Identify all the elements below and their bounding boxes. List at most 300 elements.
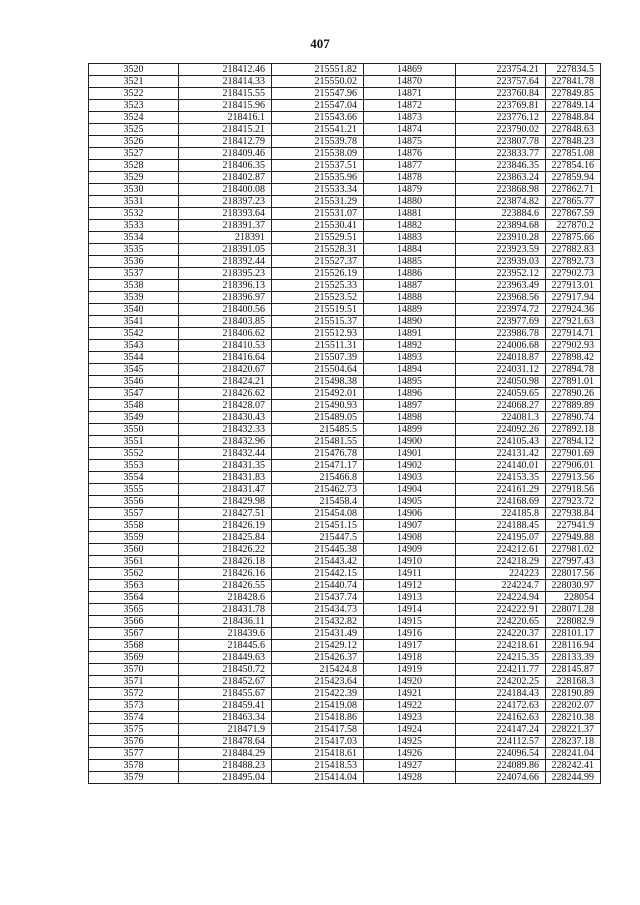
y-coordinate-right: 228101.17 <box>546 628 601 640</box>
point-number-right: 14903 <box>364 472 456 484</box>
point-number-left: 3539 <box>89 292 179 304</box>
y-coordinate-right: 227870.2 <box>546 220 601 232</box>
x-coordinate-right: 224211.77 <box>456 664 546 676</box>
y-coordinate-left: 215437.74 <box>272 592 364 604</box>
x-coordinate-right: 224081.3 <box>456 412 546 424</box>
point-number-left: 3527 <box>89 148 179 160</box>
x-coordinate-left: 218432.33 <box>179 424 272 436</box>
y-coordinate-right: 228202.07 <box>546 700 601 712</box>
y-coordinate-left: 215423.64 <box>272 676 364 688</box>
y-coordinate-right: 228116.94 <box>546 640 601 652</box>
x-coordinate-left: 218431.47 <box>179 484 272 496</box>
y-coordinate-right: 227938.84 <box>546 508 601 520</box>
table-row <box>89 568 601 580</box>
y-coordinate-right: 227882.83 <box>546 244 601 256</box>
y-coordinate-right: 227901.69 <box>546 448 601 460</box>
point-number-right: 14920 <box>364 676 456 688</box>
point-number-left: 3572 <box>89 688 179 700</box>
point-number-right: 14869 <box>364 64 456 76</box>
y-coordinate-right: 227921.63 <box>546 316 601 328</box>
y-coordinate-left: 215523.52 <box>272 292 364 304</box>
x-coordinate-left: 218432.44 <box>179 448 272 460</box>
x-coordinate-left: 218396.13 <box>179 280 272 292</box>
point-number-left: 3568 <box>89 640 179 652</box>
x-coordinate-right: 223910.28 <box>456 232 546 244</box>
table-row <box>89 724 601 736</box>
point-number-left: 3533 <box>89 220 179 232</box>
table-row <box>89 340 601 352</box>
y-coordinate-right: 228017.56 <box>546 568 601 580</box>
y-coordinate-left: 215434.73 <box>272 604 364 616</box>
point-number-left: 3569 <box>89 652 179 664</box>
x-coordinate-right: 223974.72 <box>456 304 546 316</box>
y-coordinate-left: 215426.37 <box>272 652 364 664</box>
x-coordinate-left: 218426.19 <box>179 520 272 532</box>
y-coordinate-left: 215458.4 <box>272 496 364 508</box>
point-number-right: 14888 <box>364 292 456 304</box>
point-number-right: 14901 <box>364 448 456 460</box>
x-coordinate-left: 218391.05 <box>179 244 272 256</box>
y-coordinate-left: 215418.53 <box>272 760 364 772</box>
table-row <box>89 592 601 604</box>
x-coordinate-right: 223923.59 <box>456 244 546 256</box>
y-coordinate-left: 215504.64 <box>272 364 364 376</box>
y-coordinate-left: 215429.12 <box>272 640 364 652</box>
y-coordinate-right: 228071.28 <box>546 604 601 616</box>
point-number-left: 3555 <box>89 484 179 496</box>
y-coordinate-left: 215476.78 <box>272 448 364 460</box>
table-row <box>89 64 601 76</box>
point-number-right: 14923 <box>364 712 456 724</box>
x-coordinate-left: 218459.41 <box>179 700 272 712</box>
point-number-right: 14907 <box>364 520 456 532</box>
x-coordinate-right: 224092.26 <box>456 424 546 436</box>
x-coordinate-right: 223986.78 <box>456 328 546 340</box>
y-coordinate-left: 215447.5 <box>272 532 364 544</box>
y-coordinate-right: 227862.71 <box>546 184 601 196</box>
y-coordinate-right: 227923.72 <box>546 496 601 508</box>
table-row <box>89 268 601 280</box>
point-number-left: 3556 <box>89 496 179 508</box>
x-coordinate-left: 218415.55 <box>179 88 272 100</box>
y-coordinate-left: 215519.51 <box>272 304 364 316</box>
y-coordinate-right: 227834.5 <box>546 64 601 76</box>
x-coordinate-right: 224089.86 <box>456 760 546 772</box>
x-coordinate-right: 224195.07 <box>456 532 546 544</box>
point-number-right: 14918 <box>364 652 456 664</box>
x-coordinate-left: 218484.29 <box>179 748 272 760</box>
y-coordinate-right: 227913.56 <box>546 472 601 484</box>
y-coordinate-left: 215414.04 <box>272 772 364 784</box>
point-number-right: 14925 <box>364 736 456 748</box>
y-coordinate-right: 228054 <box>546 592 601 604</box>
point-number-left: 3526 <box>89 136 179 148</box>
point-number-right: 14893 <box>364 352 456 364</box>
x-coordinate-right: 223939.03 <box>456 256 546 268</box>
y-coordinate-left: 215471.17 <box>272 460 364 472</box>
y-coordinate-right: 227906.01 <box>546 460 601 472</box>
point-number-left: 3552 <box>89 448 179 460</box>
x-coordinate-right: 224112.57 <box>456 736 546 748</box>
y-coordinate-right: 228221.37 <box>546 724 601 736</box>
point-number-right: 14875 <box>364 136 456 148</box>
y-coordinate-left: 215417.58 <box>272 724 364 736</box>
table-row <box>89 292 601 304</box>
x-coordinate-left: 218409.46 <box>179 148 272 160</box>
table-row <box>89 280 601 292</box>
point-number-left: 3559 <box>89 532 179 544</box>
point-number-left: 3565 <box>89 604 179 616</box>
x-coordinate-left: 218400.56 <box>179 304 272 316</box>
table-row <box>89 100 601 112</box>
y-coordinate-left: 215551.82 <box>272 64 364 76</box>
point-number-left: 3520 <box>89 64 179 76</box>
point-number-left: 3547 <box>89 388 179 400</box>
x-coordinate-left: 218452.67 <box>179 676 272 688</box>
x-coordinate-right: 223807.78 <box>456 136 546 148</box>
point-number-right: 14927 <box>364 760 456 772</box>
point-number-left: 3537 <box>89 268 179 280</box>
y-coordinate-left: 215424.8 <box>272 664 364 676</box>
x-coordinate-right: 224220.37 <box>456 628 546 640</box>
x-coordinate-left: 218426.18 <box>179 556 272 568</box>
point-number-right: 14887 <box>364 280 456 292</box>
x-coordinate-right: 224050.98 <box>456 376 546 388</box>
y-coordinate-right: 227848.23 <box>546 136 601 148</box>
table-row <box>89 124 601 136</box>
point-number-right: 14871 <box>364 88 456 100</box>
y-coordinate-left: 215466.8 <box>272 472 364 484</box>
y-coordinate-left: 215537.51 <box>272 160 364 172</box>
table-row <box>89 772 601 784</box>
x-coordinate-right: 224220.65 <box>456 616 546 628</box>
table-row <box>89 112 601 124</box>
y-coordinate-right: 227981.02 <box>546 544 601 556</box>
y-coordinate-right: 228190.89 <box>546 688 601 700</box>
point-number-left: 3567 <box>89 628 179 640</box>
y-coordinate-right: 227914.71 <box>546 328 601 340</box>
point-number-right: 14874 <box>364 124 456 136</box>
x-coordinate-left: 218391 <box>179 232 272 244</box>
x-coordinate-right: 224140.01 <box>456 460 546 472</box>
y-coordinate-left: 215432.82 <box>272 616 364 628</box>
point-number-left: 3538 <box>89 280 179 292</box>
x-coordinate-right: 223754.21 <box>456 64 546 76</box>
coordinates-table <box>88 63 601 784</box>
point-number-left: 3576 <box>89 736 179 748</box>
point-number-right: 14905 <box>364 496 456 508</box>
x-coordinate-right: 223894.68 <box>456 220 546 232</box>
y-coordinate-left: 215507.39 <box>272 352 364 364</box>
x-coordinate-left: 218414.33 <box>179 76 272 88</box>
y-coordinate-left: 215526.19 <box>272 268 364 280</box>
x-coordinate-right: 224224.94 <box>456 592 546 604</box>
table-row <box>89 412 601 424</box>
point-number-right: 14906 <box>364 508 456 520</box>
x-coordinate-right: 224068.27 <box>456 400 546 412</box>
y-coordinate-left: 215527.37 <box>272 256 364 268</box>
y-coordinate-left: 215543.66 <box>272 112 364 124</box>
x-coordinate-right: 224031.12 <box>456 364 546 376</box>
x-coordinate-left: 218392.44 <box>179 256 272 268</box>
point-number-left: 3557 <box>89 508 179 520</box>
y-coordinate-right: 227849.14 <box>546 100 601 112</box>
point-number-left: 3525 <box>89 124 179 136</box>
x-coordinate-left: 218431.78 <box>179 604 272 616</box>
y-coordinate-right: 228237.18 <box>546 736 601 748</box>
y-coordinate-left: 215422.39 <box>272 688 364 700</box>
y-coordinate-left: 215547.04 <box>272 100 364 112</box>
x-coordinate-right: 224172.63 <box>456 700 546 712</box>
point-number-right: 14916 <box>364 628 456 640</box>
y-coordinate-left: 215530.41 <box>272 220 364 232</box>
x-coordinate-right: 224074.66 <box>456 772 546 784</box>
point-number-left: 3529 <box>89 172 179 184</box>
table-row <box>89 232 601 244</box>
point-number-right: 14885 <box>364 256 456 268</box>
x-coordinate-left: 218426.55 <box>179 580 272 592</box>
point-number-right: 14910 <box>364 556 456 568</box>
y-coordinate-right: 227865.77 <box>546 196 601 208</box>
x-coordinate-right: 224212.61 <box>456 544 546 556</box>
point-number-right: 14909 <box>364 544 456 556</box>
x-coordinate-right: 223760.84 <box>456 88 546 100</box>
point-number-left: 3543 <box>89 340 179 352</box>
y-coordinate-right: 228082.9 <box>546 616 601 628</box>
table-row <box>89 352 601 364</box>
point-number-right: 14897 <box>364 400 456 412</box>
table-row <box>89 556 601 568</box>
x-coordinate-left: 218400.08 <box>179 184 272 196</box>
table-row <box>89 76 601 88</box>
x-coordinate-left: 218397.23 <box>179 196 272 208</box>
x-coordinate-right: 224202.25 <box>456 676 546 688</box>
x-coordinate-left: 218428.6 <box>179 592 272 604</box>
x-coordinate-left: 218416.64 <box>179 352 272 364</box>
point-number-right: 14892 <box>364 340 456 352</box>
y-coordinate-left: 215462.73 <box>272 484 364 496</box>
point-number-left: 3524 <box>89 112 179 124</box>
point-number-left: 3523 <box>89 100 179 112</box>
point-number-left: 3540 <box>89 304 179 316</box>
x-coordinate-right: 224224.7 <box>456 580 546 592</box>
coordinates-table-body <box>89 64 601 784</box>
table-row <box>89 580 601 592</box>
table-row <box>89 424 601 436</box>
x-coordinate-right: 224185.8 <box>456 508 546 520</box>
y-coordinate-left: 215419.08 <box>272 700 364 712</box>
y-coordinate-left: 215443.42 <box>272 556 364 568</box>
y-coordinate-left: 215531.29 <box>272 196 364 208</box>
table-row <box>89 712 601 724</box>
y-coordinate-right: 227949.88 <box>546 532 601 544</box>
point-number-left: 3566 <box>89 616 179 628</box>
point-number-left: 3571 <box>89 676 179 688</box>
point-number-right: 14894 <box>364 364 456 376</box>
point-number-left: 3553 <box>89 460 179 472</box>
y-coordinate-right: 227849.85 <box>546 88 601 100</box>
point-number-right: 14877 <box>364 160 456 172</box>
y-coordinate-left: 215531.07 <box>272 208 364 220</box>
point-number-right: 14879 <box>364 184 456 196</box>
table-row <box>89 532 601 544</box>
y-coordinate-right: 227918.56 <box>546 484 601 496</box>
y-coordinate-left: 215515.37 <box>272 316 364 328</box>
x-coordinate-left: 218424.21 <box>179 376 272 388</box>
table-row <box>89 184 601 196</box>
page-number: 407 <box>310 36 330 51</box>
x-coordinate-right: 224161.29 <box>456 484 546 496</box>
x-coordinate-left: 218455.67 <box>179 688 272 700</box>
y-coordinate-left: 215451.15 <box>272 520 364 532</box>
x-coordinate-left: 218495.04 <box>179 772 272 784</box>
x-coordinate-left: 218396.97 <box>179 292 272 304</box>
x-coordinate-left: 218449.63 <box>179 652 272 664</box>
table-row <box>89 652 601 664</box>
point-number-left: 3564 <box>89 592 179 604</box>
point-number-right: 14928 <box>364 772 456 784</box>
table-row <box>89 664 601 676</box>
table-row <box>89 640 601 652</box>
table-row <box>89 760 601 772</box>
x-coordinate-left: 218425.84 <box>179 532 272 544</box>
table-row <box>89 616 601 628</box>
y-coordinate-right: 227902.73 <box>546 268 601 280</box>
y-coordinate-left: 215539.78 <box>272 136 364 148</box>
x-coordinate-right: 224131.42 <box>456 448 546 460</box>
point-number-left: 3528 <box>89 160 179 172</box>
y-coordinate-right: 228133.39 <box>546 652 601 664</box>
x-coordinate-right: 224153.35 <box>456 472 546 484</box>
point-number-left: 3534 <box>89 232 179 244</box>
x-coordinate-right: 223846.35 <box>456 160 546 172</box>
x-coordinate-left: 218426.16 <box>179 568 272 580</box>
y-coordinate-right: 227854.16 <box>546 160 601 172</box>
y-coordinate-left: 215490.93 <box>272 400 364 412</box>
table-row <box>89 376 601 388</box>
x-coordinate-right: 224222.91 <box>456 604 546 616</box>
point-number-right: 14876 <box>364 148 456 160</box>
table-row <box>89 520 601 532</box>
x-coordinate-left: 218488.23 <box>179 760 272 772</box>
x-coordinate-left: 218406.35 <box>179 160 272 172</box>
y-coordinate-left: 215529.51 <box>272 232 364 244</box>
table-row <box>89 136 601 148</box>
x-coordinate-right: 223776.12 <box>456 112 546 124</box>
point-number-right: 14915 <box>364 616 456 628</box>
x-coordinate-left: 218426.22 <box>179 544 272 556</box>
x-coordinate-left: 218416.1 <box>179 112 272 124</box>
x-coordinate-left: 218391.37 <box>179 220 272 232</box>
table-row <box>89 88 601 100</box>
point-number-left: 3535 <box>89 244 179 256</box>
x-coordinate-left: 218430.43 <box>179 412 272 424</box>
x-coordinate-left: 218395.23 <box>179 268 272 280</box>
y-coordinate-left: 215528.31 <box>272 244 364 256</box>
point-number-left: 3562 <box>89 568 179 580</box>
x-coordinate-left: 218415.96 <box>179 100 272 112</box>
y-coordinate-right: 227997.43 <box>546 556 601 568</box>
point-number-left: 3548 <box>89 400 179 412</box>
point-number-right: 14922 <box>364 700 456 712</box>
table-row <box>89 508 601 520</box>
y-coordinate-left: 215442.15 <box>272 568 364 580</box>
point-number-right: 14890 <box>364 316 456 328</box>
table-row <box>89 256 601 268</box>
table-row <box>89 220 601 232</box>
table-row <box>89 304 601 316</box>
y-coordinate-right: 227867.59 <box>546 208 601 220</box>
table-row <box>89 748 601 760</box>
point-number-left: 3536 <box>89 256 179 268</box>
x-coordinate-left: 218431.35 <box>179 460 272 472</box>
x-coordinate-right: 223977.69 <box>456 316 546 328</box>
table-row <box>89 688 601 700</box>
y-coordinate-right: 227894.12 <box>546 436 601 448</box>
x-coordinate-right: 223952.12 <box>456 268 546 280</box>
point-number-right: 14873 <box>364 112 456 124</box>
x-coordinate-right: 223868.98 <box>456 184 546 196</box>
y-coordinate-right: 227851.08 <box>546 148 601 160</box>
table-row <box>89 604 601 616</box>
point-number-right: 14900 <box>364 436 456 448</box>
point-number-left: 3549 <box>89 412 179 424</box>
point-number-left: 3573 <box>89 700 179 712</box>
y-coordinate-right: 227859.94 <box>546 172 601 184</box>
point-number-right: 14870 <box>364 76 456 88</box>
y-coordinate-left: 215417.03 <box>272 736 364 748</box>
table-row <box>89 484 601 496</box>
point-number-left: 3560 <box>89 544 179 556</box>
x-coordinate-right: 224184.43 <box>456 688 546 700</box>
point-number-left: 3530 <box>89 184 179 196</box>
x-coordinate-right: 223757.64 <box>456 76 546 88</box>
y-coordinate-right: 227875.66 <box>546 232 601 244</box>
point-number-right: 14891 <box>364 328 456 340</box>
x-coordinate-right: 224188.45 <box>456 520 546 532</box>
point-number-right: 14882 <box>364 220 456 232</box>
y-coordinate-left: 215481.55 <box>272 436 364 448</box>
point-number-left: 3532 <box>89 208 179 220</box>
y-coordinate-left: 215418.61 <box>272 748 364 760</box>
y-coordinate-left: 215538.09 <box>272 148 364 160</box>
y-coordinate-right: 227891.01 <box>546 376 601 388</box>
point-number-right: 14878 <box>364 172 456 184</box>
x-coordinate-left: 218471.9 <box>179 724 272 736</box>
point-number-right: 14886 <box>364 268 456 280</box>
point-number-left: 3546 <box>89 376 179 388</box>
x-coordinate-left: 218439.6 <box>179 628 272 640</box>
x-coordinate-right: 224059.65 <box>456 388 546 400</box>
point-number-left: 3579 <box>89 772 179 784</box>
x-coordinate-right: 223790.02 <box>456 124 546 136</box>
point-number-left: 3551 <box>89 436 179 448</box>
table-row <box>89 448 601 460</box>
table-row <box>89 700 601 712</box>
x-coordinate-right: 224215.35 <box>456 652 546 664</box>
table-row <box>89 544 601 556</box>
point-number-left: 3570 <box>89 664 179 676</box>
point-number-right: 14908 <box>364 532 456 544</box>
y-coordinate-right: 227848.84 <box>546 112 601 124</box>
x-coordinate-right: 223884.6 <box>456 208 546 220</box>
table-row <box>89 208 601 220</box>
x-coordinate-left: 218402.87 <box>179 172 272 184</box>
x-coordinate-right: 224223 <box>456 568 546 580</box>
y-coordinate-right: 227892.18 <box>546 424 601 436</box>
point-number-left: 3554 <box>89 472 179 484</box>
point-number-left: 3545 <box>89 364 179 376</box>
